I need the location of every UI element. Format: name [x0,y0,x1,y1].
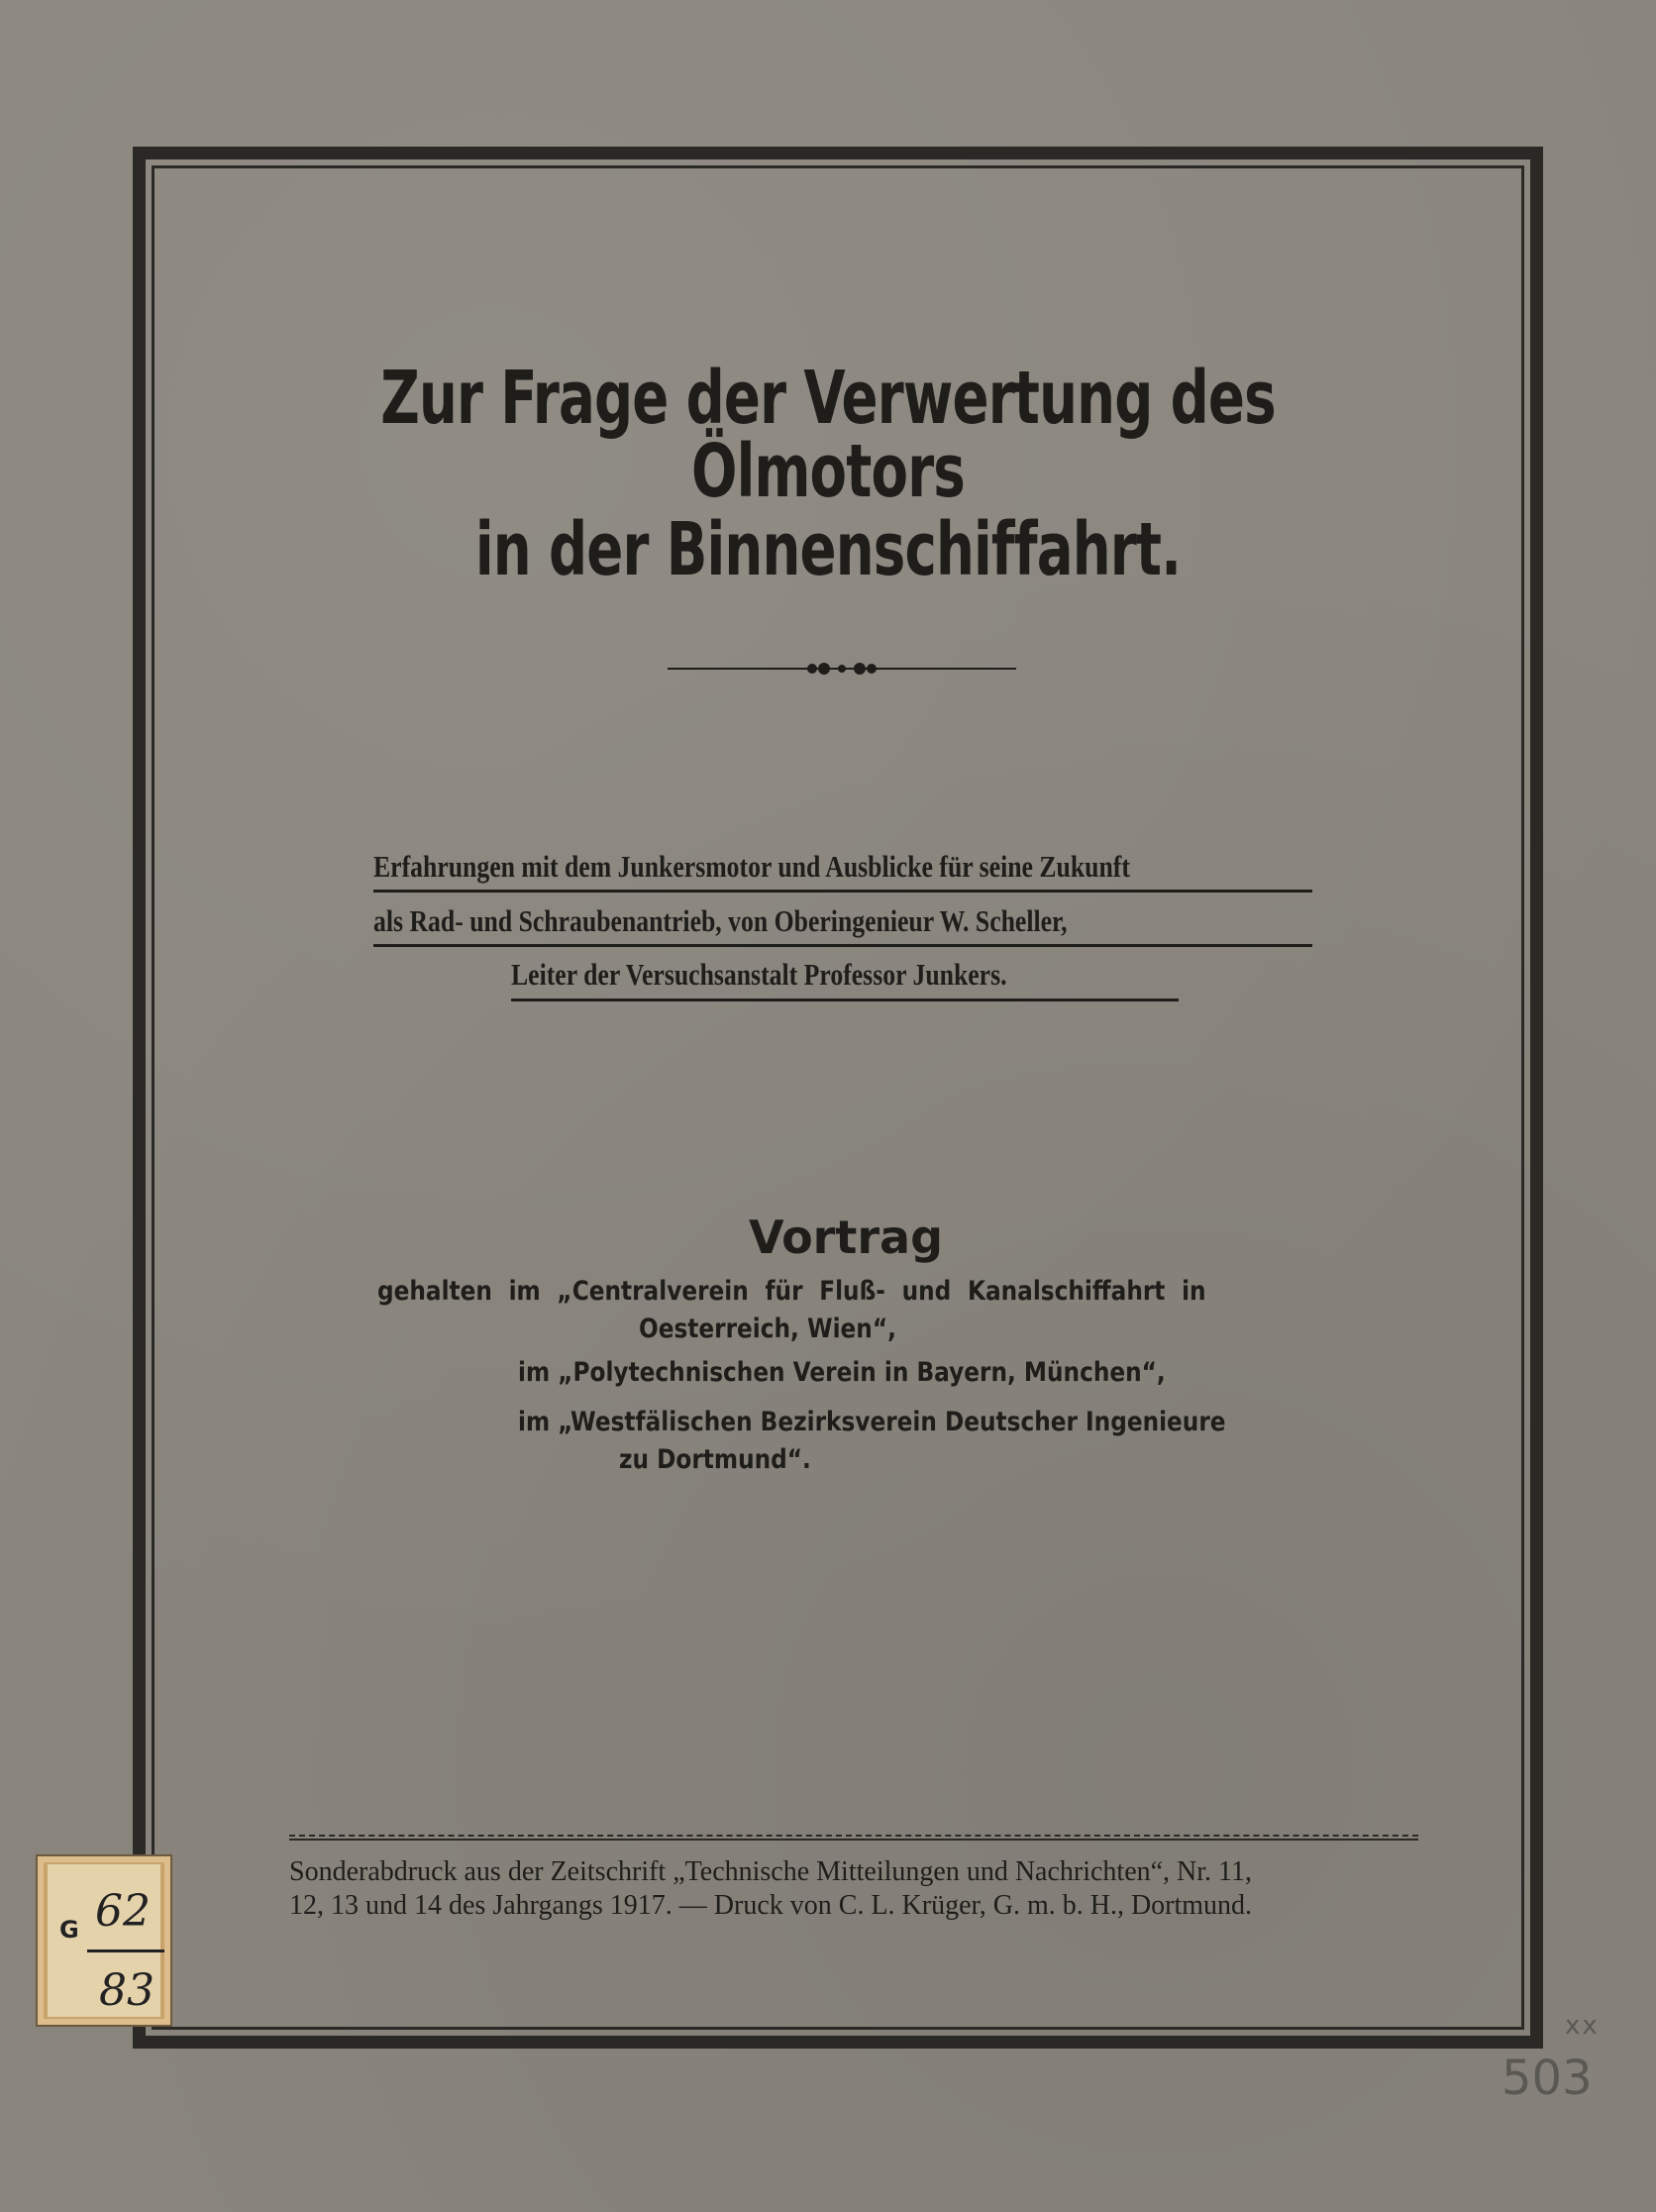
subtitle-line-3: Leiter der Versuchsanstalt Professor Junkers. [511,957,1007,992]
lecture-line-3: im „Polytechnischen Verein in Bayern, München“, [518,1357,1166,1388]
lecture-line-5: zu Dortmund“. [619,1444,811,1475]
library-label-bottom: 83 [99,1965,155,2016]
lecture-line-1: gehalten im „Centralverein für Fluß- und Kanalschiffahrt in [377,1276,1206,1307]
footer-line-1: Sonderabdruck aus der Zeitschrift „Technische Mitteilungen und Nachrichten“, Nr. 11, [289,1856,1253,1887]
library-label-fraction-bar [87,1949,164,1952]
subtitle-line-2: als Rad- und Schraubenantrieb, von Oberingenieur W. Scheller, [373,903,1068,938]
pencil-marks: xx [1565,2011,1600,2041]
subtitle-line-1: Erfahrungen mit dem Junkersmotor und Ausblicke für seine Zukunft [373,849,1130,884]
subtitle-underline-1 [373,890,1312,893]
title-line-2: in der Binnenschiffahrt. [474,507,1182,592]
lecture-line-4: im „Westfälischen Bezirksverein Deutscher Ingenieure [518,1407,1226,1437]
footer-line-2: 12, 13 und 14 des Jahrgangs 1917. — Druck von C. L. Krüger, G. m. b. H., Dortmund. [289,1890,1253,1921]
lecture-heading: Vortrag [748,1211,944,1264]
subtitle-underline-3 [511,999,1179,1001]
ornament-divider-icon [664,654,1020,684]
lecture-line-2: Oesterreich, Wien“, [639,1314,896,1344]
library-label-top: 62 [95,1886,151,1937]
library-label-prefix: G [59,1916,79,1944]
subtitle-underline-2 [373,944,1312,947]
library-label [36,1854,172,2027]
title-line-1: Zur Frage der Verwertung des Ölmotors [380,356,1276,514]
pencil-number: 503 [1501,2051,1593,2106]
library-label-paper [48,1864,160,2017]
footer-rule [289,1835,1418,1841]
